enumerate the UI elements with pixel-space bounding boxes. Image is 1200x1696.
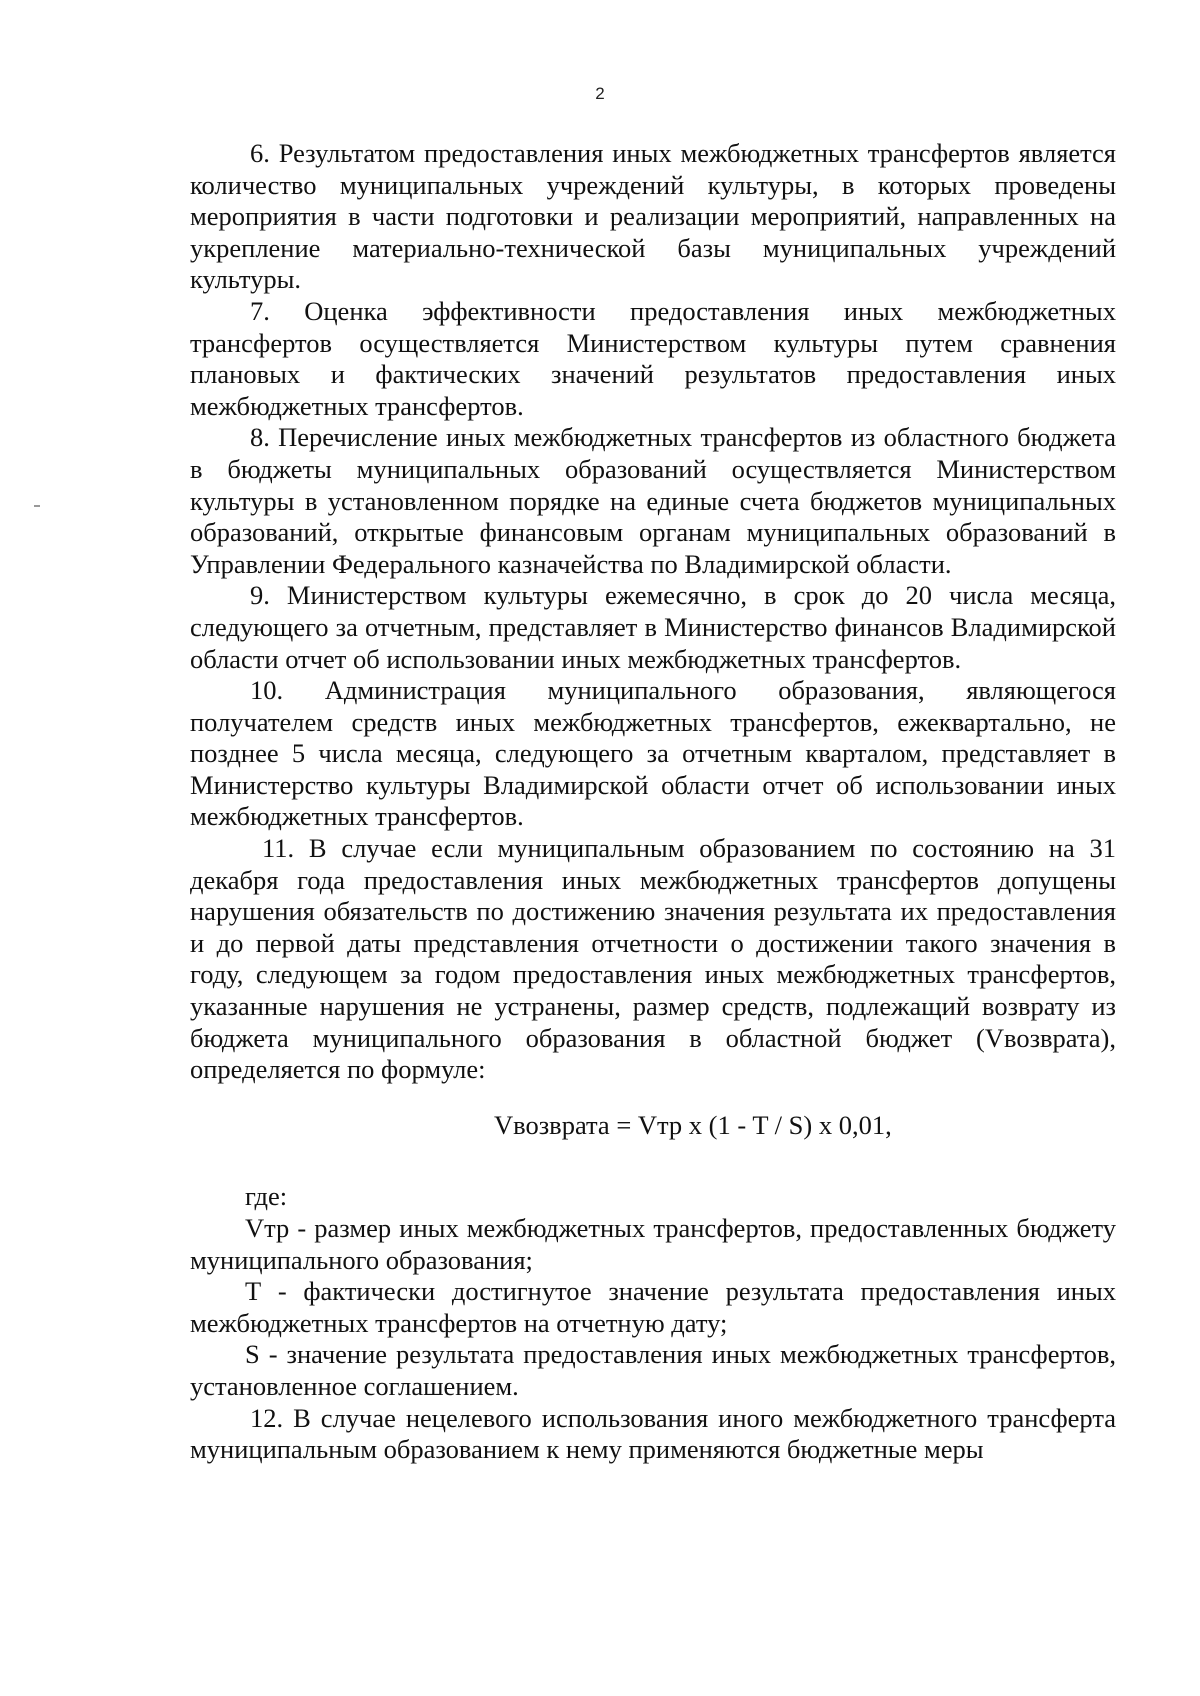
paragraph-9: 9. Министерством культуры ежемесячно, в срок до 20 числа месяца, следующего за отчетным, представляет в Министерство финансов Владимирской области отчет об использовании иных межбюджетных трансфертов. [190,580,1116,674]
return-formula: Vвозврата = Vтр x (1 - T / S) x 0,01, [494,1109,892,1140]
paragraph-10: 10. Администрация муниципального образования, являющегося получателем средств иных межбюджетных трансфертов, ежеквартально, не позднее 5 числа месяца, следующего за отчетным кварталом, представляет в Министерство культуры Владимирской области отчет об использовании иных межбюджетных трансфертов. [190,675,1116,832]
paragraph-8: 8. Перечисление иных межбюджетных трансфертов из областного бюджета в бюджеты муниципальных образований осуществляется Министерством культуры в установленном порядке на единые счета бюджетов муниципальных образований, открытые финансовым органам муниципальных образований в Управлении Федерального казначейства по Владимирской области. [190,422,1116,579]
definition-vtr: Vтр - размер иных межбюджетных трансфертов, предоставленных бюджету муниципального образования; [190,1213,1116,1275]
document-body [190,138,1116,1466]
where-label: где: [245,1181,288,1212]
scan-margin-mark [34,505,40,507]
paragraph-7: 7. Оценка эффективности предоставления иных межбюджетных трансфертов осуществляется Министерством культуры путем сравнения плановых и фактических значений результатов предоставления иных межбюджетных трансфертов. [190,295,1116,421]
page-number: 2 [595,84,605,103]
paragraph-6: 6. Результатом предоставления иных межбюджетных трансфертов является количество муниципальных учреждений культуры, в которых проведены мероприятия в части подготовки и реализации мероприятий, направленных на укрепление материально-технической базы муниципальных учреждений культуры. [190,138,1116,295]
paragraph-11: 11. В случае если муниципальным образованием по состоянию на 31 декабря года предоставления иных межбюджетных трансфертов допущены нарушения обязательств по достижению значения результата их предоставления и до первой даты представления отчетности о достижении такого значения в году, следующем за годом предоставления иных межбюджетных трансфертов, указанные нарушения не устранены, размер средств, подлежащий возврату из бюджета муниципального образования в областной бюджет (Vвозврата), определяется по формуле: [190,833,1116,1085]
paragraph-12: 12. В случае нецелевого использования иного межбюджетного трансферта муниципальным образованием к нему применяются бюджетные меры [190,1402,1116,1465]
definition-t: Т - фактически достигнутое значение результата предоставления иных межбюджетных трансфертов на отчетную дату; [190,1276,1116,1338]
definition-s: S - значение результата предоставления иных межбюджетных трансфертов, установленное соглашением. [190,1339,1116,1401]
